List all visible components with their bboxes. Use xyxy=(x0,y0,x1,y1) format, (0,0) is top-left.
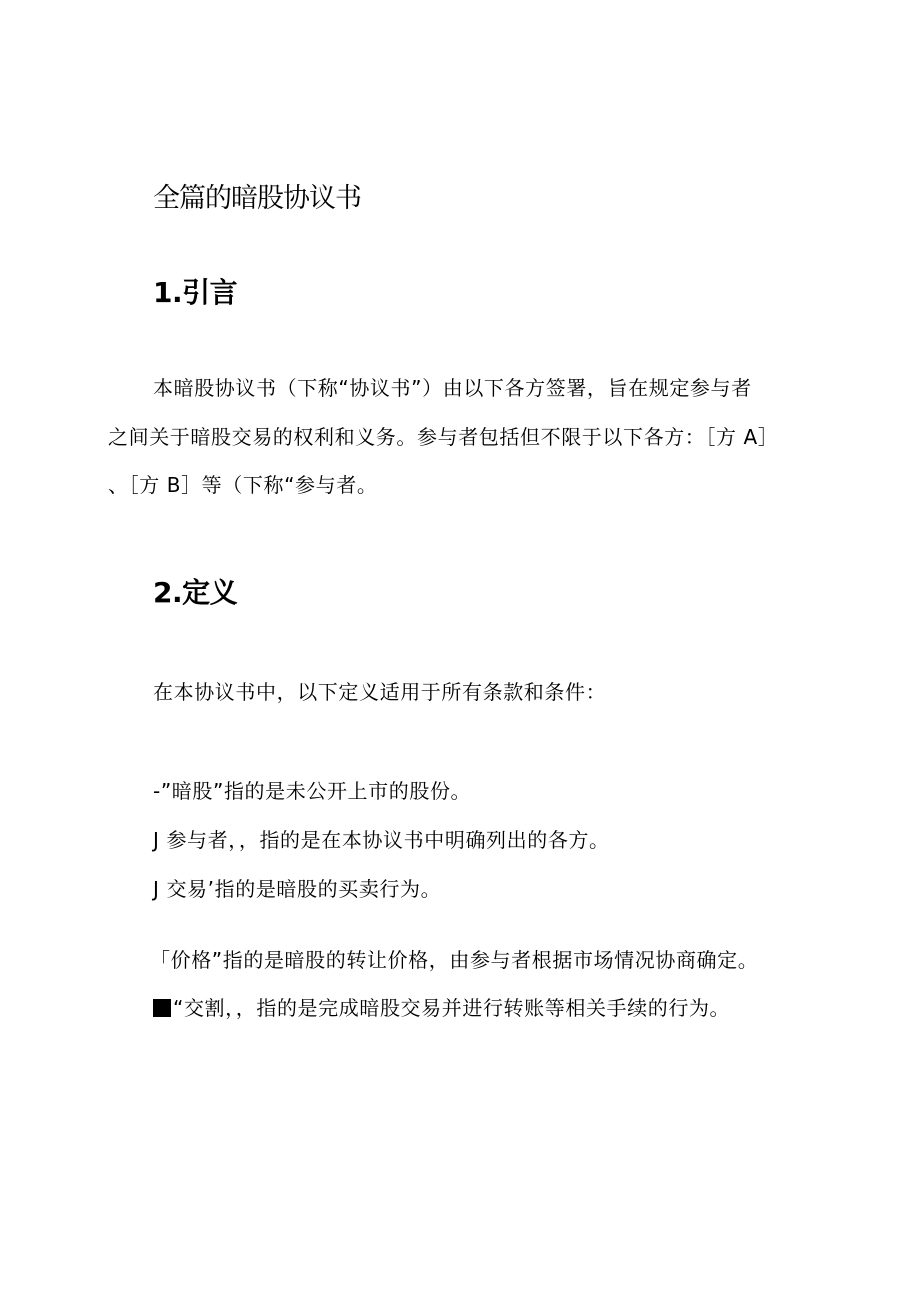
definition-item-with-bullet xyxy=(153,992,730,1021)
definition-item: 「价格”指的是暗股的转让价格，由参与者根据市场情况协商确定。 xyxy=(150,948,759,972)
section-heading-definitions: 2.定义 xyxy=(153,576,238,609)
intro-paragraph-line: 、［方 B］等（下称“参与者。 xyxy=(108,473,378,497)
document-title: 全篇的暗股协议书 xyxy=(153,183,361,214)
section-heading-introduction: 1.引言 xyxy=(153,276,238,309)
definition-item: J 交易’指的是暗股的买卖行为。 xyxy=(153,877,442,901)
square-bullet-icon xyxy=(153,999,171,1017)
intro-paragraph-line: 之间关于暗股交易的权利和义务。参与者包括但不限于以下各方：［方 A］ xyxy=(108,425,779,449)
definitions-intro: 在本协议书中，以下定义适用于所有条款和条件： xyxy=(153,680,607,704)
definition-item-text: “交割，，指的是完成暗股交易并进行转账等相关手续的行为。 xyxy=(173,996,731,1020)
definition-item: -”暗股”指的是未公开上市的股份。 xyxy=(153,779,472,803)
definition-item: J 参与者，，指的是在本协议书中明确列出的各方。 xyxy=(153,828,610,852)
intro-paragraph-line: 本暗股协议书（下称“协议书”）由以下各方签署，旨在规定参与者 xyxy=(153,376,752,400)
